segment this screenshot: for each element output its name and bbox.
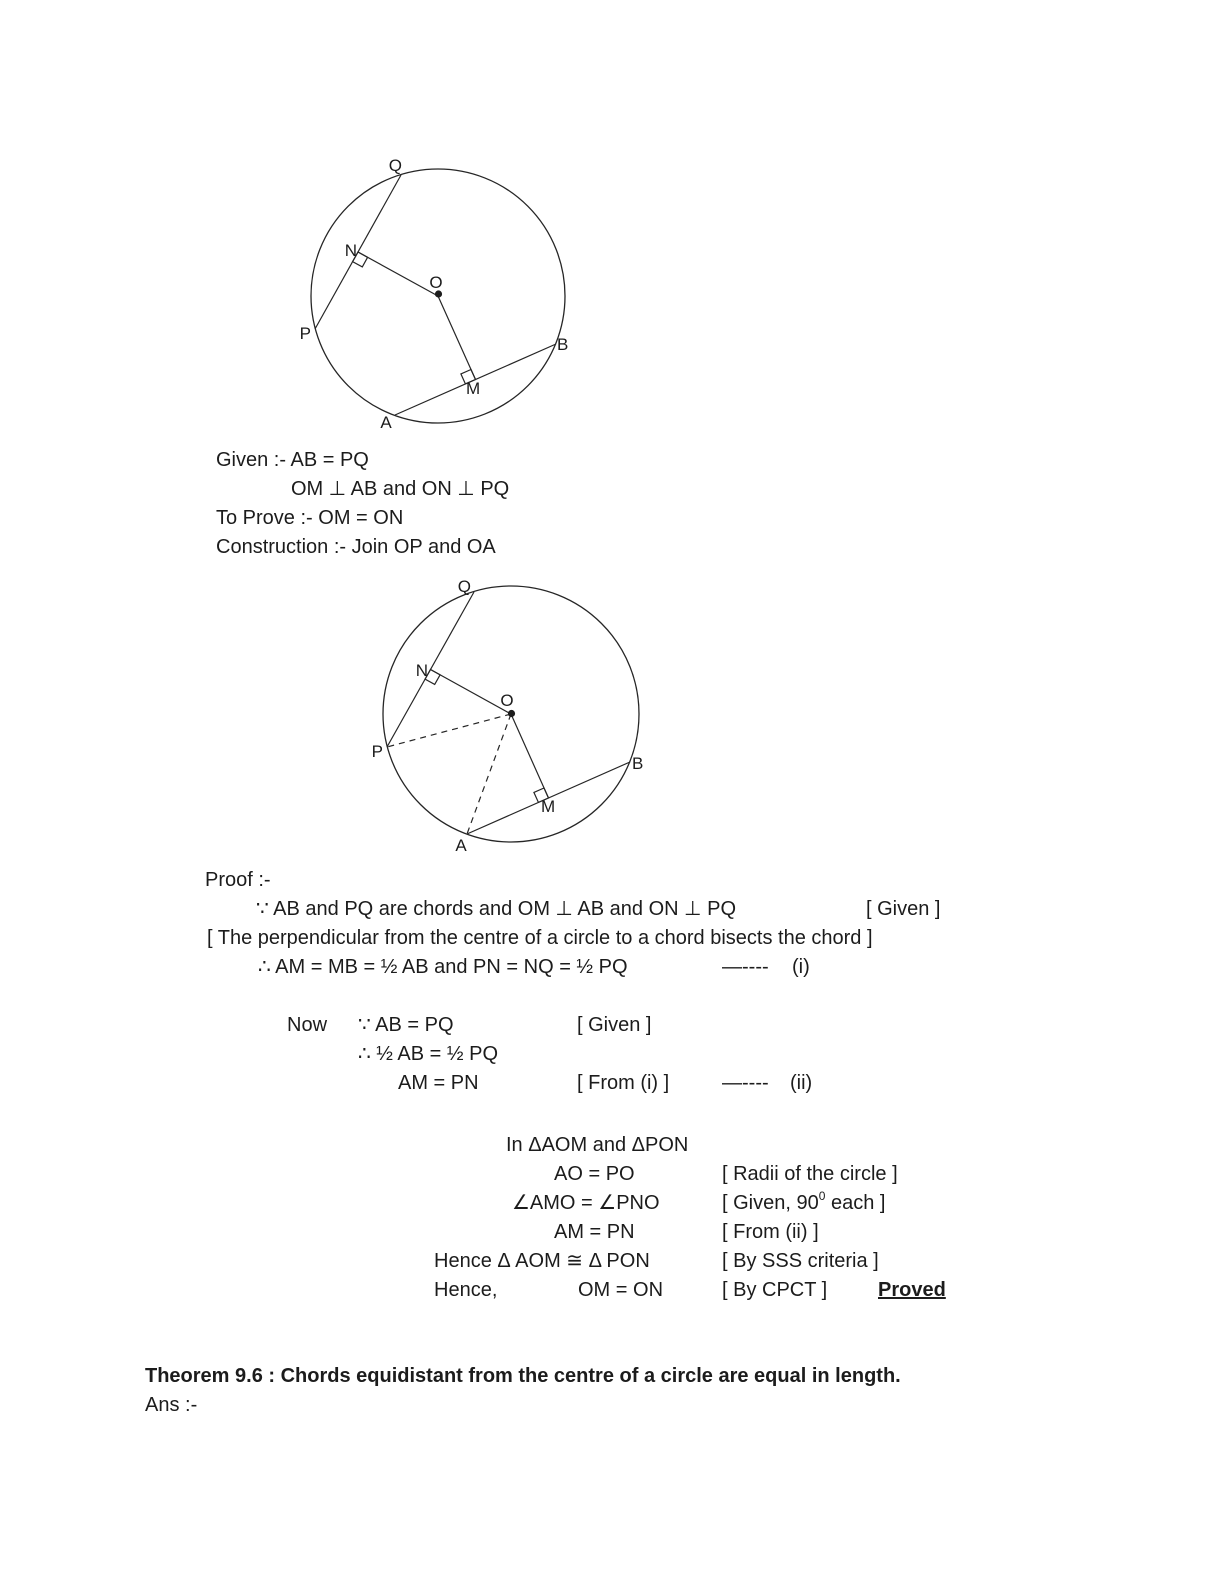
label-n: N — [415, 661, 428, 680]
given-perpendiculars: OM ⊥ AB and ON ⊥ PQ — [291, 478, 510, 500]
label-q: Q — [457, 577, 471, 596]
reason-post: each ] — [825, 1192, 886, 1214]
proof-step-2 — [0, 924, 1224, 953]
statement: AM = PN — [554, 1221, 635, 1243]
reason: [ From (i) ] — [577, 1072, 670, 1094]
label-m: M — [541, 797, 556, 816]
label-p: P — [371, 742, 383, 761]
ans-label: Ans :- — [145, 1394, 198, 1416]
given-line-2 — [0, 475, 1224, 504]
construction-line — [0, 533, 1224, 562]
reason-pre: [ Given, 90 — [722, 1192, 819, 1214]
reason: [ Radii of the circle ] — [722, 1163, 898, 1185]
dash-leader: —---- — [722, 956, 769, 978]
construction-line-oa — [467, 714, 511, 834]
label-o: O — [500, 691, 514, 710]
center-dot — [508, 710, 515, 717]
label-m: M — [466, 379, 481, 398]
degree-superscript: 0 — [818, 1189, 826, 1204]
perpendicular-om — [511, 714, 549, 798]
statement: OM = ON — [578, 1279, 664, 1301]
reason: [ By SSS criteria ] — [722, 1250, 879, 1272]
statement: ∴ AM = MB = ½ AB and PN = NQ = ½ PQ — [258, 956, 628, 978]
proved-badge: Proved — [878, 1279, 946, 1301]
label-p: P — [299, 324, 311, 343]
statement: [ The perpendicular from the centre of a circle to a chord bisects the chord ] — [207, 927, 873, 949]
statement: ∴ ½ AB = ½ PQ — [358, 1043, 499, 1065]
perpendicular-on — [358, 252, 438, 296]
statement: AM = PN — [398, 1072, 479, 1094]
triangle-block-heading — [0, 1131, 1224, 1160]
reason: [ Given ] — [577, 1014, 652, 1036]
label-o: O — [429, 273, 443, 292]
reason — [722, 1189, 885, 1218]
label-b: B — [632, 754, 644, 773]
triangle-step-1 — [0, 1160, 1224, 1189]
reason: [ From (ii) ] — [722, 1221, 819, 1243]
theorem-heading-line — [0, 1362, 1224, 1391]
given-statement: Given :- AB = PQ — [216, 449, 369, 471]
proof-step-1 — [0, 895, 1224, 924]
label-q: Q — [388, 156, 402, 175]
to-prove-statement: To Prove :- OM = ON — [216, 507, 404, 529]
proof-step-4 — [0, 1011, 1224, 1040]
reason: [ Given ] — [866, 898, 941, 920]
statement: Hence Δ AOM ≅ Δ PON — [434, 1250, 650, 1272]
statement: ∵ AB and PQ are chords and OM ⊥ AB and ON ⊥ PQ — [256, 898, 737, 920]
circle-diagram-given — [290, 150, 580, 440]
final-conclusion — [0, 1276, 1224, 1305]
construction-line-op — [387, 714, 511, 747]
statement: AO = PO — [554, 1163, 635, 1185]
equation-ref: (ii) — [790, 1072, 813, 1094]
construction-statement: Construction :- Join OP and OA — [216, 536, 496, 558]
proof-heading-line — [0, 866, 1224, 895]
label-b: B — [557, 335, 569, 354]
statement: ∵ AB = PQ — [358, 1014, 454, 1036]
proof-step-5 — [0, 1040, 1224, 1069]
ans-line — [0, 1391, 1224, 1420]
theorem-heading: Theorem 9.6 : Chords equidistant from the centre of a circle are equal in length. — [145, 1365, 901, 1387]
proof-step-3 — [0, 953, 1224, 982]
statement: ∠AMO = ∠PNO — [512, 1192, 660, 1214]
dash-leader: —---- — [722, 1072, 769, 1094]
proof-heading: Proof :- — [205, 869, 271, 891]
triangle-step-2 — [0, 1189, 1224, 1218]
proof-step-6 — [0, 1069, 1224, 1098]
label-a: A — [455, 836, 467, 855]
triangle-step-3 — [0, 1218, 1224, 1247]
circle-diagram-construction — [360, 565, 660, 865]
equation-ref: (i) — [792, 956, 810, 978]
reason: [ By CPCT ] — [722, 1279, 828, 1301]
perpendicular-om — [438, 296, 476, 380]
now-label: Now — [287, 1014, 328, 1036]
statement: In ΔAOM and ΔPON — [506, 1134, 689, 1156]
perpendicular-on — [431, 670, 512, 715]
label-n: N — [344, 241, 357, 260]
to-prove-line — [0, 504, 1224, 533]
hence-label: Hence, — [434, 1279, 498, 1301]
label-a: A — [380, 413, 392, 432]
congruence-conclusion — [0, 1247, 1224, 1276]
given-line-1 — [0, 446, 1224, 475]
